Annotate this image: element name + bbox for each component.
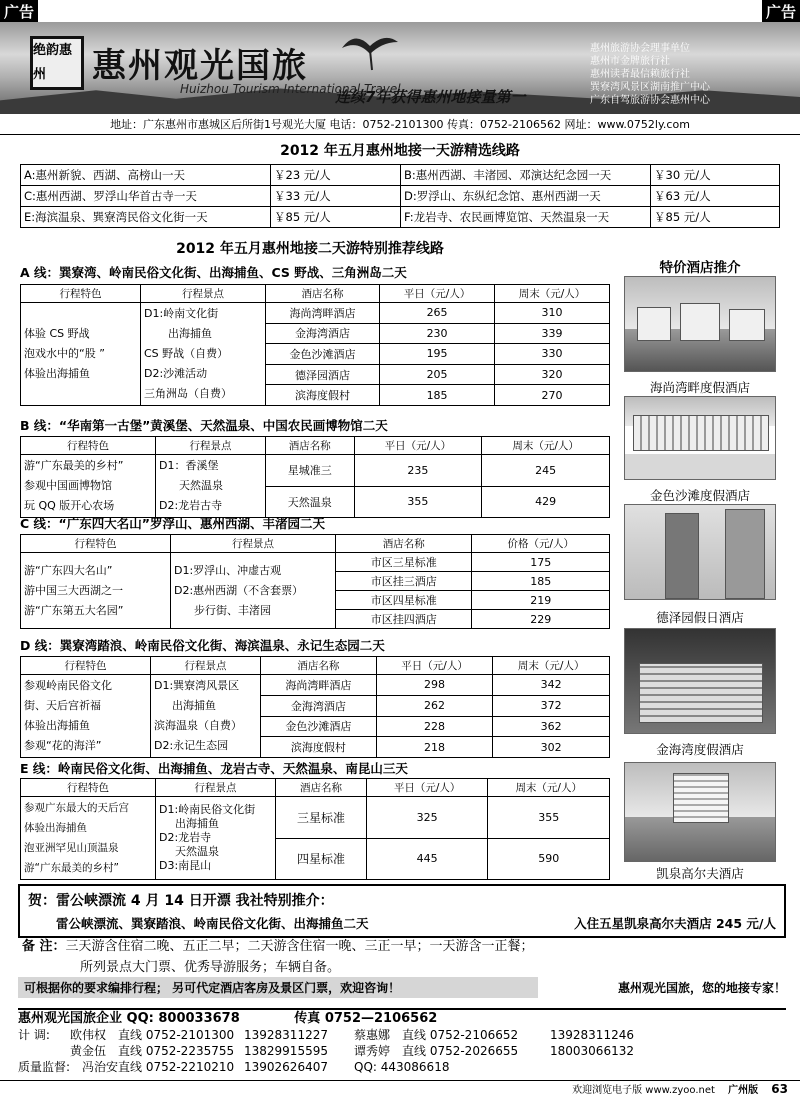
- table-row: 市区挂四酒店 229: [21, 610, 610, 629]
- hotel-caption-4: 金海湾度假酒店: [656, 742, 744, 757]
- table-row: 游“广东最美的乡村” 参观中国画博物馆 玩 QQ 版开心农场 D1：香溪堡 天然温泉 D2:龙岩古寺 星城准三 235 245: [21, 455, 610, 487]
- slogan: 连续7年获得惠州地接量第一: [335, 88, 526, 106]
- line-d-table: 行程特色 行程景点 酒店名称 平日（元/人） 周末（元/人） 参观岭南民俗文化 街、天后宫祈福 体验出海捕鱼 参观“花的海洋” D1:巽寮湾风景区 出海捕鱼 滨海温泉（自费） D2:永记生态园 海尚湾畔酒店 298 342 金海湾酒店 262 372 金色沙滩酒店 228 362 滨海度假村 218 302: [20, 656, 610, 758]
- table-row: 市区四星标准 219: [21, 591, 610, 610]
- hotel-photo-jinhai: [624, 628, 776, 734]
- promo-route: 雷公峡漂流、巽寮踏浪、岭南民俗文化街、出海捕鱼二天: [56, 916, 369, 931]
- remark: 备 注：三天游含住宿二晚、五正二早；二天游含住宿一晚、三正一早；一天游含一正餐； 所列景点大门票、优秀导游服务；车辆自备。: [22, 939, 534, 975]
- two-day-title: 2012 年五月惠州地接二天游特别推荐线路: [176, 241, 444, 257]
- service-bar: 可根据你的要求编排行程； 另可代定酒店客房及景区门票，欢迎咨询！ 惠州观光国旅，您的地接专家！: [18, 977, 786, 998]
- bird-icon: [340, 28, 400, 80]
- ad-tag-right: 广告: [762, 0, 800, 23]
- address-line: 地址：广东惠州市惠城区后所街1号观光大厦 电话：0752-2101300 传真：0752-2106562 网址：www.0752ly.com: [0, 116, 800, 135]
- hotel-photo-haishang: [624, 276, 776, 372]
- table-row: C:惠州西湖、罗浮山华首古寺一天 ￥33 元/人 D:罗浮山、东纵纪念馆、惠州西湖一天 ￥63 元/人: [21, 186, 780, 207]
- table-row: 滨海度假村 185 270: [21, 385, 610, 406]
- table-row: 市区挂三酒店 185: [21, 572, 610, 591]
- promo-headline: 贺：雷公峡漂流 4 月 14 日开漂 我社特别推介：: [28, 893, 334, 909]
- table-row: 金海湾酒店 230 339: [21, 323, 610, 344]
- line-a-table: 行程特色 行程景点 酒店名称 平日（元/人） 周末（元/人） 体验 CS 野战 泡戏水中的“股 ” 体验出海捕鱼 D1:岭南文化街 出海捕鱼 CS 野战（自费） D2:沙滩活动 三角洲岛（自费） 海尚湾畔酒店 265 310 金海湾酒店 230 339 金色沙滩酒店 195 330 德泽园酒店 205 320 滨海度假村 185 270: [20, 284, 610, 406]
- table-row: 滨海度假村 218 302: [21, 737, 610, 758]
- table-row: 天然温泉 355 429: [21, 486, 610, 518]
- page-footer: 欢迎浏览电子版 www.zyoo.net 广州版 63: [0, 1080, 800, 1096]
- line-c-title: C 线：“广东四大名山”罗浮山、惠州西湖、丰渚园二天: [20, 516, 325, 531]
- line-b-table: 行程特色 行程景点 酒店名称 平日（元/人） 周末（元/人） 游“广东最美的乡村” 参观中国画博物馆 玩 QQ 版开心农场 D1：香溪堡 天然温泉 D2:龙岩古寺 星城准三 235 245 天然温泉 355 429: [20, 436, 610, 518]
- line-b-title: B 线：“华南第一古堡”黄溪堡、天然温泉、中国农民画博物馆二天: [20, 418, 388, 433]
- hotel-photo-deze: [624, 504, 776, 600]
- table-row: 参观岭南民俗文化 街、天后宫祈福 体验出海捕鱼 参观“花的海洋” D1:巽寮湾风景区 出海捕鱼 滨海温泉（自费） D2:永记生态园 海尚湾畔酒店 298 342: [21, 675, 610, 696]
- one-day-table: [20, 164, 780, 228]
- table-row: 德泽园酒店 205 320: [21, 364, 610, 385]
- company-logo: 绝韵惠州: [30, 36, 84, 90]
- table-row: E:海滨温泉、巽寮湾民俗文化街一天 ￥85 元/人 F:龙岩寺、农民画博览馆、天然温泉一天 ￥85 元/人: [21, 207, 780, 228]
- line-d-title: D 线：巽寮湾踏浪、岭南民俗文化街、海滨温泉、永记生态园二天: [20, 638, 385, 653]
- hotel-promo-title: 特价酒店推介: [659, 260, 741, 276]
- promo-price: 入住五星凯泉高尔夫酒店 245 元/人: [574, 916, 776, 931]
- one-day-title: 2012 年五月惠州地接一天游精选线路: [280, 143, 520, 159]
- brand-name: 惠州观光国旅: [92, 46, 308, 86]
- contacts: 惠州观光国旅企业 QQ: 800033678 传真 0752—2106562 计 调: 欧伟权 直线 0752-2101300 13928311227 蔡惠娜 直线 0752-2106652 13928311246 黄金伍 直线 0752-2235755 13829915595 谭秀婷 直线 0752-2026655 18003066132 质量监督: 冯治安 直线 0752-2210210 13902626407 QQ: 443086618: [18, 1008, 786, 1075]
- hotel-photo-kaiquan: [624, 762, 776, 862]
- hotel-caption-2: 金色沙滩度假酒店: [649, 488, 750, 503]
- honors-list: 惠州旅游协会理事单位 惠州市金牌旅行社 惠州读者最信赖旅行社 巽寮湾风景区湖南推广中心 广东自驾旅游协会惠州中心: [590, 43, 710, 106]
- table-row: 游“广东四大名山” 游中国三大西湖之一 游“广东第五大名园” D1:罗浮山、冲虚古观 D2:惠州西湖（不含套票） 步行街、丰渚园 市区三星标准 175: [21, 553, 610, 572]
- hotel-caption-5: 凯泉高尔夫酒店: [656, 866, 744, 881]
- table-row: 四星标准 445 590: [21, 838, 610, 880]
- table-row: 体验 CS 野战 泡戏水中的“股 ” 体验出海捕鱼 D1:岭南文化街 出海捕鱼 CS 野战（自费） D2:沙滩活动 三角洲岛（自费） 海尚湾畔酒店 265 310: [21, 303, 610, 324]
- line-a-title: A 线：巽寮湾、岭南民俗文化街、出海捕鱼、CS 野战、三角洲岛二天: [20, 265, 407, 280]
- banner: [0, 22, 800, 114]
- ad-tag-left: 广告: [0, 0, 38, 23]
- table-row: 金色沙滩酒店 195 330: [21, 344, 610, 365]
- line-e-table: 行程特色 行程景点 酒店名称 平日（元/人） 周末（元/人） 参观广东最大的天后宫 体验出海捕鱼 泡亚洲罕见山顶温泉 游“广东最美的乡村” D1:岭南民俗文化街 出海捕鱼 D2:龙岩寺 天然温泉 D3:南昆山 三星标准 325 355 四星标准 445 590: [20, 778, 610, 880]
- line-e-title: E 线：岭南民俗文化街、出海捕鱼、龙岩古寺、天然温泉、南昆山三天: [20, 761, 408, 776]
- promo-box: [18, 884, 786, 938]
- hotel-caption-1: 海尚湾畔度假酒店: [649, 380, 750, 395]
- brand-english: Huizhou Tourism International Travel: [180, 82, 401, 96]
- hotel-photo-jinse: [624, 396, 776, 480]
- table-row: 金海湾酒店 262 372: [21, 695, 610, 716]
- hotel-caption-3: 德泽园假日酒店: [656, 610, 744, 625]
- table-row: A:惠州新貌、西湖、高榜山一天 ￥23 元/人 B:惠州西湖、丰渚园、邓演达纪念园一天 ￥30 元/人: [21, 165, 780, 186]
- line-c-table: 行程特色 行程景点 酒店名称 价格（元/人） 游“广东四大名山” 游中国三大西湖之一 游“广东第五大名园” D1:罗浮山、冲虚古观 D2:惠州西湖（不含套票） 步行街、丰渚园 市区三星标准 175 市区挂三酒店 185 市区四星标准 219 市区挂四酒店 229: [20, 534, 610, 629]
- table-row: 金色沙滩酒店 228 362: [21, 716, 610, 737]
- table-row: 参观广东最大的天后宫 体验出海捕鱼 泡亚洲罕见山顶温泉 游“广东最美的乡村” D1:岭南民俗文化街 出海捕鱼 D2:龙岩寺 天然温泉 D3:南昆山 三星标准 325 355: [21, 797, 610, 839]
